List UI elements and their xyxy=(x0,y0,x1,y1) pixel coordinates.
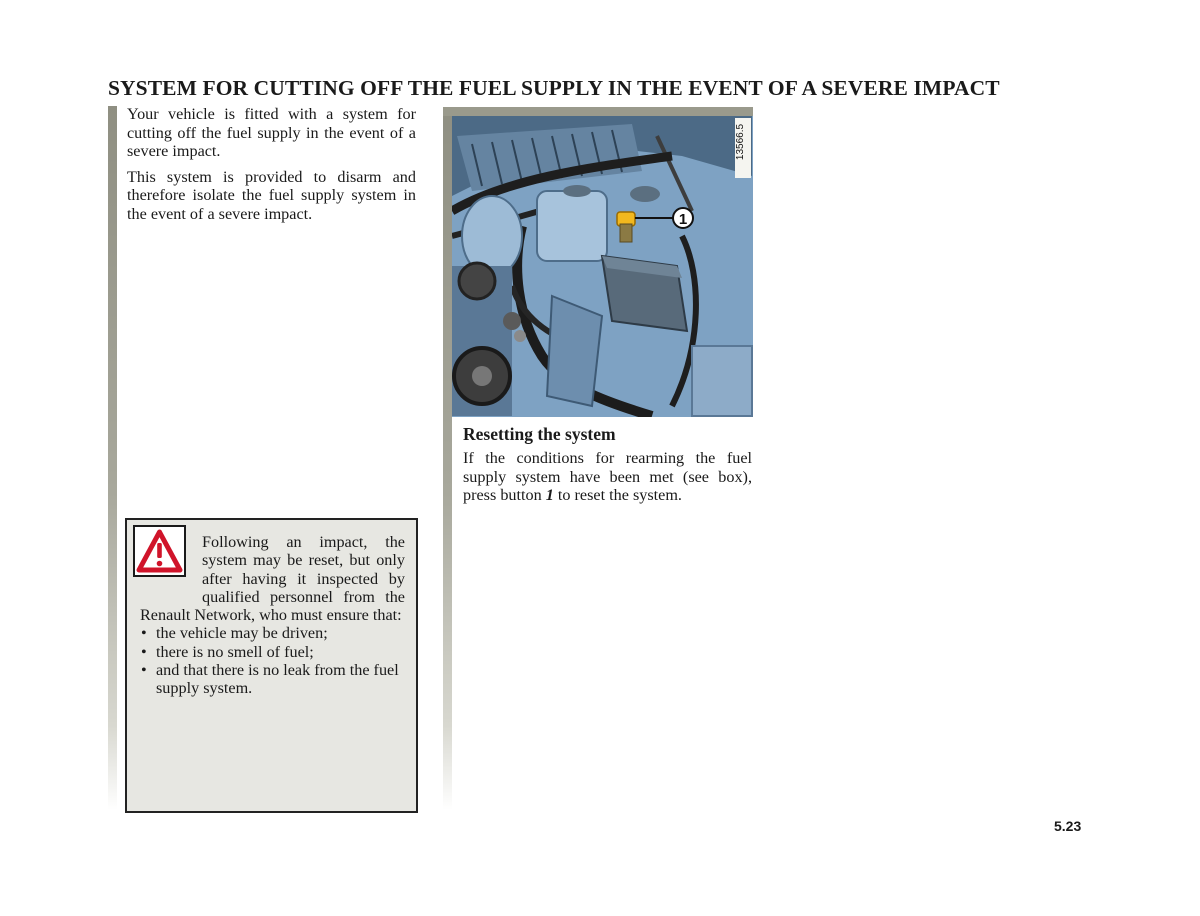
intro-text xyxy=(127,105,416,230)
reset-button-ref: 1 xyxy=(545,486,554,504)
intro-paragraph-1: Your vehicle is fitted with a system for cutting off the fuel supply in the event of a severe impact. xyxy=(127,105,416,160)
engine-bay-photo xyxy=(452,116,753,417)
list-item: • and that there is no leak from the fuel supply system. xyxy=(140,661,405,698)
reset-paragraph xyxy=(463,449,752,505)
photo-top-bar xyxy=(443,107,753,116)
middle-column-bar xyxy=(443,107,452,810)
engine-bay-illustration xyxy=(452,116,753,417)
page-title: SYSTEM FOR CUTTING OFF THE FUEL SUPPLY IN THE EVENT OF A SEVERE IMPACT xyxy=(108,76,1000,100)
reset-text xyxy=(463,449,752,512)
warning-body: Following an impact, the system may be reset, but only after having it inspected by qualified personnel from the Renault Network, who must ensure that: xyxy=(140,533,405,625)
left-column-bar xyxy=(108,106,117,810)
warning-bullet-list xyxy=(140,624,405,697)
warning-text xyxy=(140,533,405,698)
warning-box xyxy=(125,518,418,813)
reset-text-before: If the conditions for rearming the fuel supply system have been met (see box), press button xyxy=(463,449,752,504)
callout-label: 1 xyxy=(678,211,688,228)
page-number: 5.23 xyxy=(1054,818,1082,834)
reset-text-after: to reset the system. xyxy=(553,486,682,504)
reset-heading: Resetting the system xyxy=(463,424,616,444)
photo-reference-code: 13566.5 xyxy=(735,123,746,161)
list-item: • there is no smell of fuel; xyxy=(140,643,405,661)
list-item: • the vehicle may be driven; xyxy=(140,624,405,642)
intro-paragraph-2: This system is provided to disarm and therefore isolate the fuel supply system in the event of a severe impact. xyxy=(127,167,416,223)
